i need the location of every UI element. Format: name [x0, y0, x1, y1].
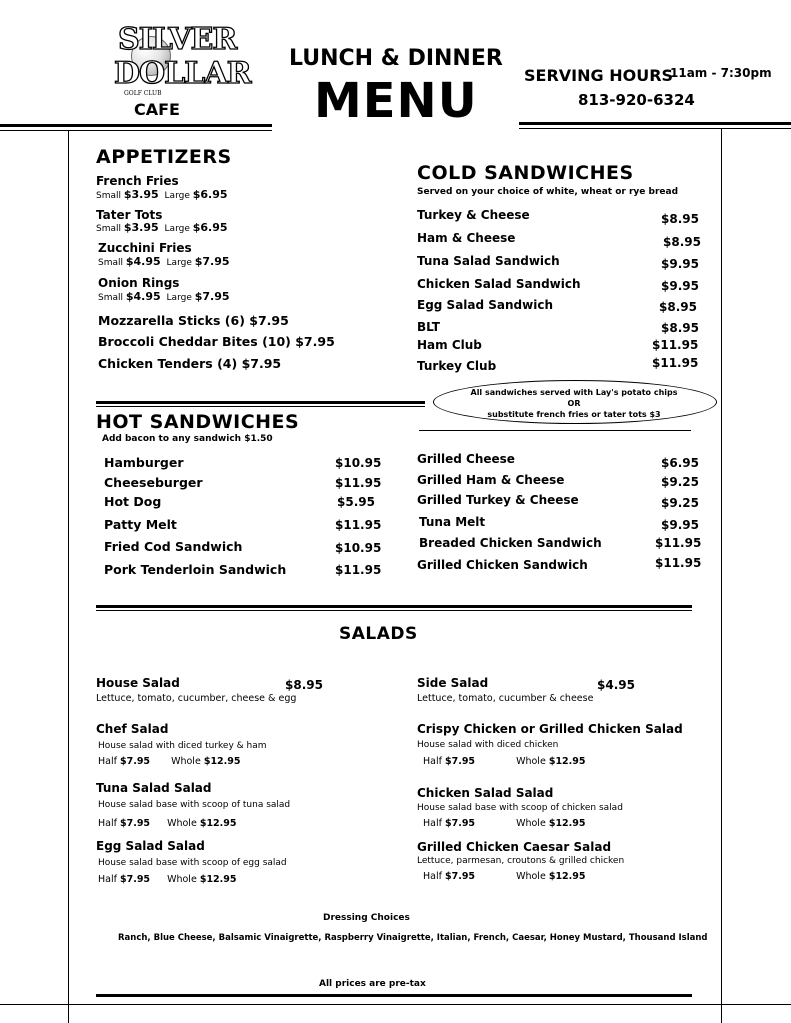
border-right	[721, 129, 722, 1023]
whole-label: Whole	[516, 756, 546, 767]
header-rule-left	[0, 124, 272, 127]
cold-item-price: $8.95	[663, 235, 701, 249]
salad-name: Chicken Salad Salad	[417, 786, 554, 800]
half-price: $7.95	[119, 756, 151, 767]
appetizers-title: APPETIZERS	[96, 146, 232, 168]
hot-sandwiches-title: HOT SANDWICHES	[96, 411, 300, 433]
appetizer-sizes	[96, 188, 228, 201]
cold-sandwiches-subtitle: Served on your choice of white, wheat or rye bread	[417, 187, 679, 197]
salad-prices	[423, 818, 586, 829]
whole-price: $12.95	[199, 818, 237, 829]
salad-prices	[423, 756, 586, 767]
hot-item-price: $9.95	[661, 518, 699, 532]
whole-label: Whole	[516, 818, 546, 829]
title-small: LUNCH & DINNER	[289, 46, 503, 71]
cold-item-price: $11.95	[652, 356, 699, 370]
logo-line2: DOLLAR	[114, 56, 251, 91]
cold-item-name: Chicken Salad Sandwich	[417, 277, 581, 291]
side-salad-price: $4.95	[597, 678, 635, 692]
logo-cafe: CAFE	[134, 100, 180, 119]
appetizer-name: Zucchini Fries	[98, 241, 192, 255]
whole-price: $12.95	[548, 818, 586, 829]
large-price: $7.95	[194, 290, 230, 303]
large-label: Large	[164, 224, 190, 234]
house-salad-name: House Salad	[96, 676, 180, 690]
hot-item-name: Grilled Turkey & Cheese	[417, 493, 579, 507]
hot-item-price: $10.95	[335, 541, 382, 555]
hot-item-name: Tuna Melt	[419, 515, 486, 529]
footer-note: All prices are pre-tax	[319, 979, 426, 989]
hot-item-name: Hamburger	[104, 455, 184, 470]
salads-rule-thin	[96, 610, 692, 611]
salad-name: Chef Salad	[96, 722, 169, 736]
small-price: $4.95	[125, 290, 161, 303]
whole-label: Whole	[167, 874, 197, 885]
whole-price: $12.95	[199, 874, 237, 885]
cold-item-price: $9.95	[661, 279, 699, 293]
cold-item-price: $11.95	[652, 338, 699, 352]
salad-prices	[98, 756, 241, 767]
large-label: Large	[166, 258, 192, 268]
salad-name: Crispy Chicken or Grilled Chicken Salad	[417, 722, 683, 736]
cold-item-name: Turkey Club	[417, 359, 497, 373]
salad-name: Grilled Chicken Caesar Salad	[417, 840, 612, 854]
footer-rule-thin	[0, 1004, 791, 1005]
hot-item-price: $6.95	[661, 456, 699, 470]
header-rule-right-thin	[519, 128, 791, 129]
hot-section-rule	[96, 401, 425, 404]
small-price: $3.95	[123, 188, 159, 201]
half-label: Half	[423, 818, 442, 829]
hot-section-rule-right	[419, 430, 691, 431]
half-label: Half	[423, 871, 442, 882]
small-label: Small	[96, 224, 121, 234]
side-salad-name: Side Salad	[417, 676, 489, 690]
half-price: $7.95	[444, 818, 476, 829]
half-price: $7.95	[119, 818, 151, 829]
small-price: $4.95	[125, 255, 161, 268]
salad-desc: House salad base with scoop of egg salad	[98, 858, 287, 868]
hot-sandwiches-subtitle: Add bacon to any sandwich $1.50	[102, 434, 273, 444]
logo-line1: SILVER	[118, 22, 237, 57]
cold-item-name: Turkey & Cheese	[417, 208, 530, 222]
title-big: MENU	[314, 73, 478, 129]
half-label: Half	[98, 874, 117, 885]
large-price: $6.95	[192, 221, 228, 234]
salad-name: Egg Salad Salad	[96, 839, 205, 853]
cold-item-price: $8.95	[659, 300, 697, 314]
hot-item-price: $10.95	[335, 456, 382, 470]
hot-item-name: Cheeseburger	[104, 475, 203, 490]
large-price: $7.95	[194, 255, 230, 268]
whole-label: Whole	[171, 756, 201, 767]
salad-desc: Lettuce, parmesan, croutons & grilled chicken	[417, 856, 625, 866]
appetizer-sizes	[96, 221, 228, 234]
hot-item-price: $11.95	[655, 536, 702, 550]
hot-item-price: $5.95	[337, 495, 375, 509]
appetizer-sizes	[98, 255, 230, 268]
half-price: $7.95	[444, 871, 476, 882]
chips-note-line1: All sandwiches served with Lay's potato chips	[470, 388, 678, 397]
whole-label: Whole	[516, 871, 546, 882]
footer-rule	[96, 994, 692, 997]
chips-note-line3: substitute french fries or tater tots $3	[487, 410, 661, 419]
hot-item-name: Patty Melt	[104, 517, 177, 532]
small-label: Small	[96, 191, 121, 201]
salad-prices	[98, 874, 237, 885]
logo-small-text: GOLF CLUB	[124, 90, 162, 97]
salad-desc: House salad with diced chicken	[417, 740, 559, 750]
appetizer-simple: Mozzarella Sticks (6) $7.95	[98, 313, 289, 328]
small-label: Small	[98, 258, 123, 268]
salad-desc: House salad with diced turkey & ham	[98, 741, 267, 751]
salad-prices	[423, 871, 586, 882]
whole-price: $12.95	[548, 756, 586, 767]
half-label: Half	[98, 818, 117, 829]
half-price: $7.95	[444, 756, 476, 767]
appetizer-name: Tater Tots	[96, 208, 163, 222]
cold-sandwiches-title: COLD SANDWICHES	[417, 162, 634, 184]
serving-hours-label: SERVING HOURS	[524, 66, 674, 85]
cold-item-price: $8.95	[661, 212, 699, 226]
appetizer-sizes	[98, 290, 230, 303]
small-price: $3.95	[123, 221, 159, 234]
hot-item-name: Grilled Ham & Cheese	[417, 473, 565, 487]
appetizer-name: Onion Rings	[98, 276, 180, 290]
serving-hours-time: 11am - 7:30pm	[670, 66, 772, 80]
cold-item-name: BLT	[417, 320, 440, 334]
hot-item-name: Fried Cod Sandwich	[104, 539, 243, 554]
side-salad-desc: Lettuce, tomato, cucumber & cheese	[417, 693, 594, 704]
hot-item-price: $9.25	[661, 475, 699, 489]
house-salad-price: $8.95	[285, 678, 323, 692]
salad-desc: House salad base with scoop of tuna salad	[98, 800, 291, 810]
half-label: Half	[98, 756, 117, 767]
salad-prices	[98, 818, 237, 829]
large-price: $6.95	[192, 188, 228, 201]
whole-price: $12.95	[203, 756, 241, 767]
hot-item-name: Hot Dog	[104, 494, 162, 509]
appetizer-simple: Broccoli Cheddar Bites (10) $7.95	[98, 334, 335, 349]
hot-item-price: $9.25	[661, 496, 699, 510]
hot-item-name: Grilled Cheese	[417, 452, 515, 466]
salads-rule	[96, 605, 692, 608]
salads-title: SALADS	[339, 624, 418, 644]
large-label: Large	[164, 191, 190, 201]
whole-label: Whole	[167, 818, 197, 829]
cold-item-name: Ham & Cheese	[417, 231, 516, 245]
house-salad-desc: Lettuce, tomato, cucumber, cheese & egg	[96, 693, 297, 704]
hot-item-price: $11.95	[335, 518, 382, 532]
chips-note-line2: OR	[567, 399, 581, 408]
hot-item-price: $11.95	[655, 556, 702, 570]
hot-item-name: Grilled Chicken Sandwich	[417, 558, 588, 572]
header-rule-left-thin	[0, 130, 272, 131]
salad-name: Tuna Salad Salad	[96, 781, 212, 795]
half-price: $7.95	[119, 874, 151, 885]
salad-desc: House salad base with scoop of chicken salad	[417, 803, 623, 813]
border-left	[68, 131, 69, 1023]
hot-item-name: Pork Tenderloin Sandwich	[104, 562, 287, 577]
appetizer-name: French Fries	[96, 174, 179, 188]
hot-item-price: $11.95	[335, 476, 382, 490]
appetizer-simple: Chicken Tenders (4) $7.95	[98, 356, 282, 371]
hot-item-price: $11.95	[335, 563, 382, 577]
dressing-title: Dressing Choices	[323, 913, 410, 923]
dressing-list: Ranch, Blue Cheese, Balsamic Vinaigrette, Raspberry Vinaigrette, Italian, French, Caesar, Honey Mustard, Thousand Island	[118, 933, 708, 943]
cold-item-name: Tuna Salad Sandwich	[417, 254, 560, 268]
large-label: Large	[166, 293, 192, 303]
cold-item-price: $8.95	[661, 321, 699, 335]
half-label: Half	[423, 756, 442, 767]
hot-section-rule-thin	[96, 406, 425, 407]
cold-item-name: Egg Salad Sandwich	[417, 298, 554, 312]
cold-item-name: Ham Club	[417, 338, 482, 352]
phone-number: 813-920-6324	[578, 91, 695, 109]
small-label: Small	[98, 293, 123, 303]
cold-item-price: $9.95	[661, 257, 699, 271]
header-rule-right	[519, 122, 791, 125]
whole-price: $12.95	[548, 871, 586, 882]
hot-item-name: Breaded Chicken Sandwich	[419, 536, 602, 550]
